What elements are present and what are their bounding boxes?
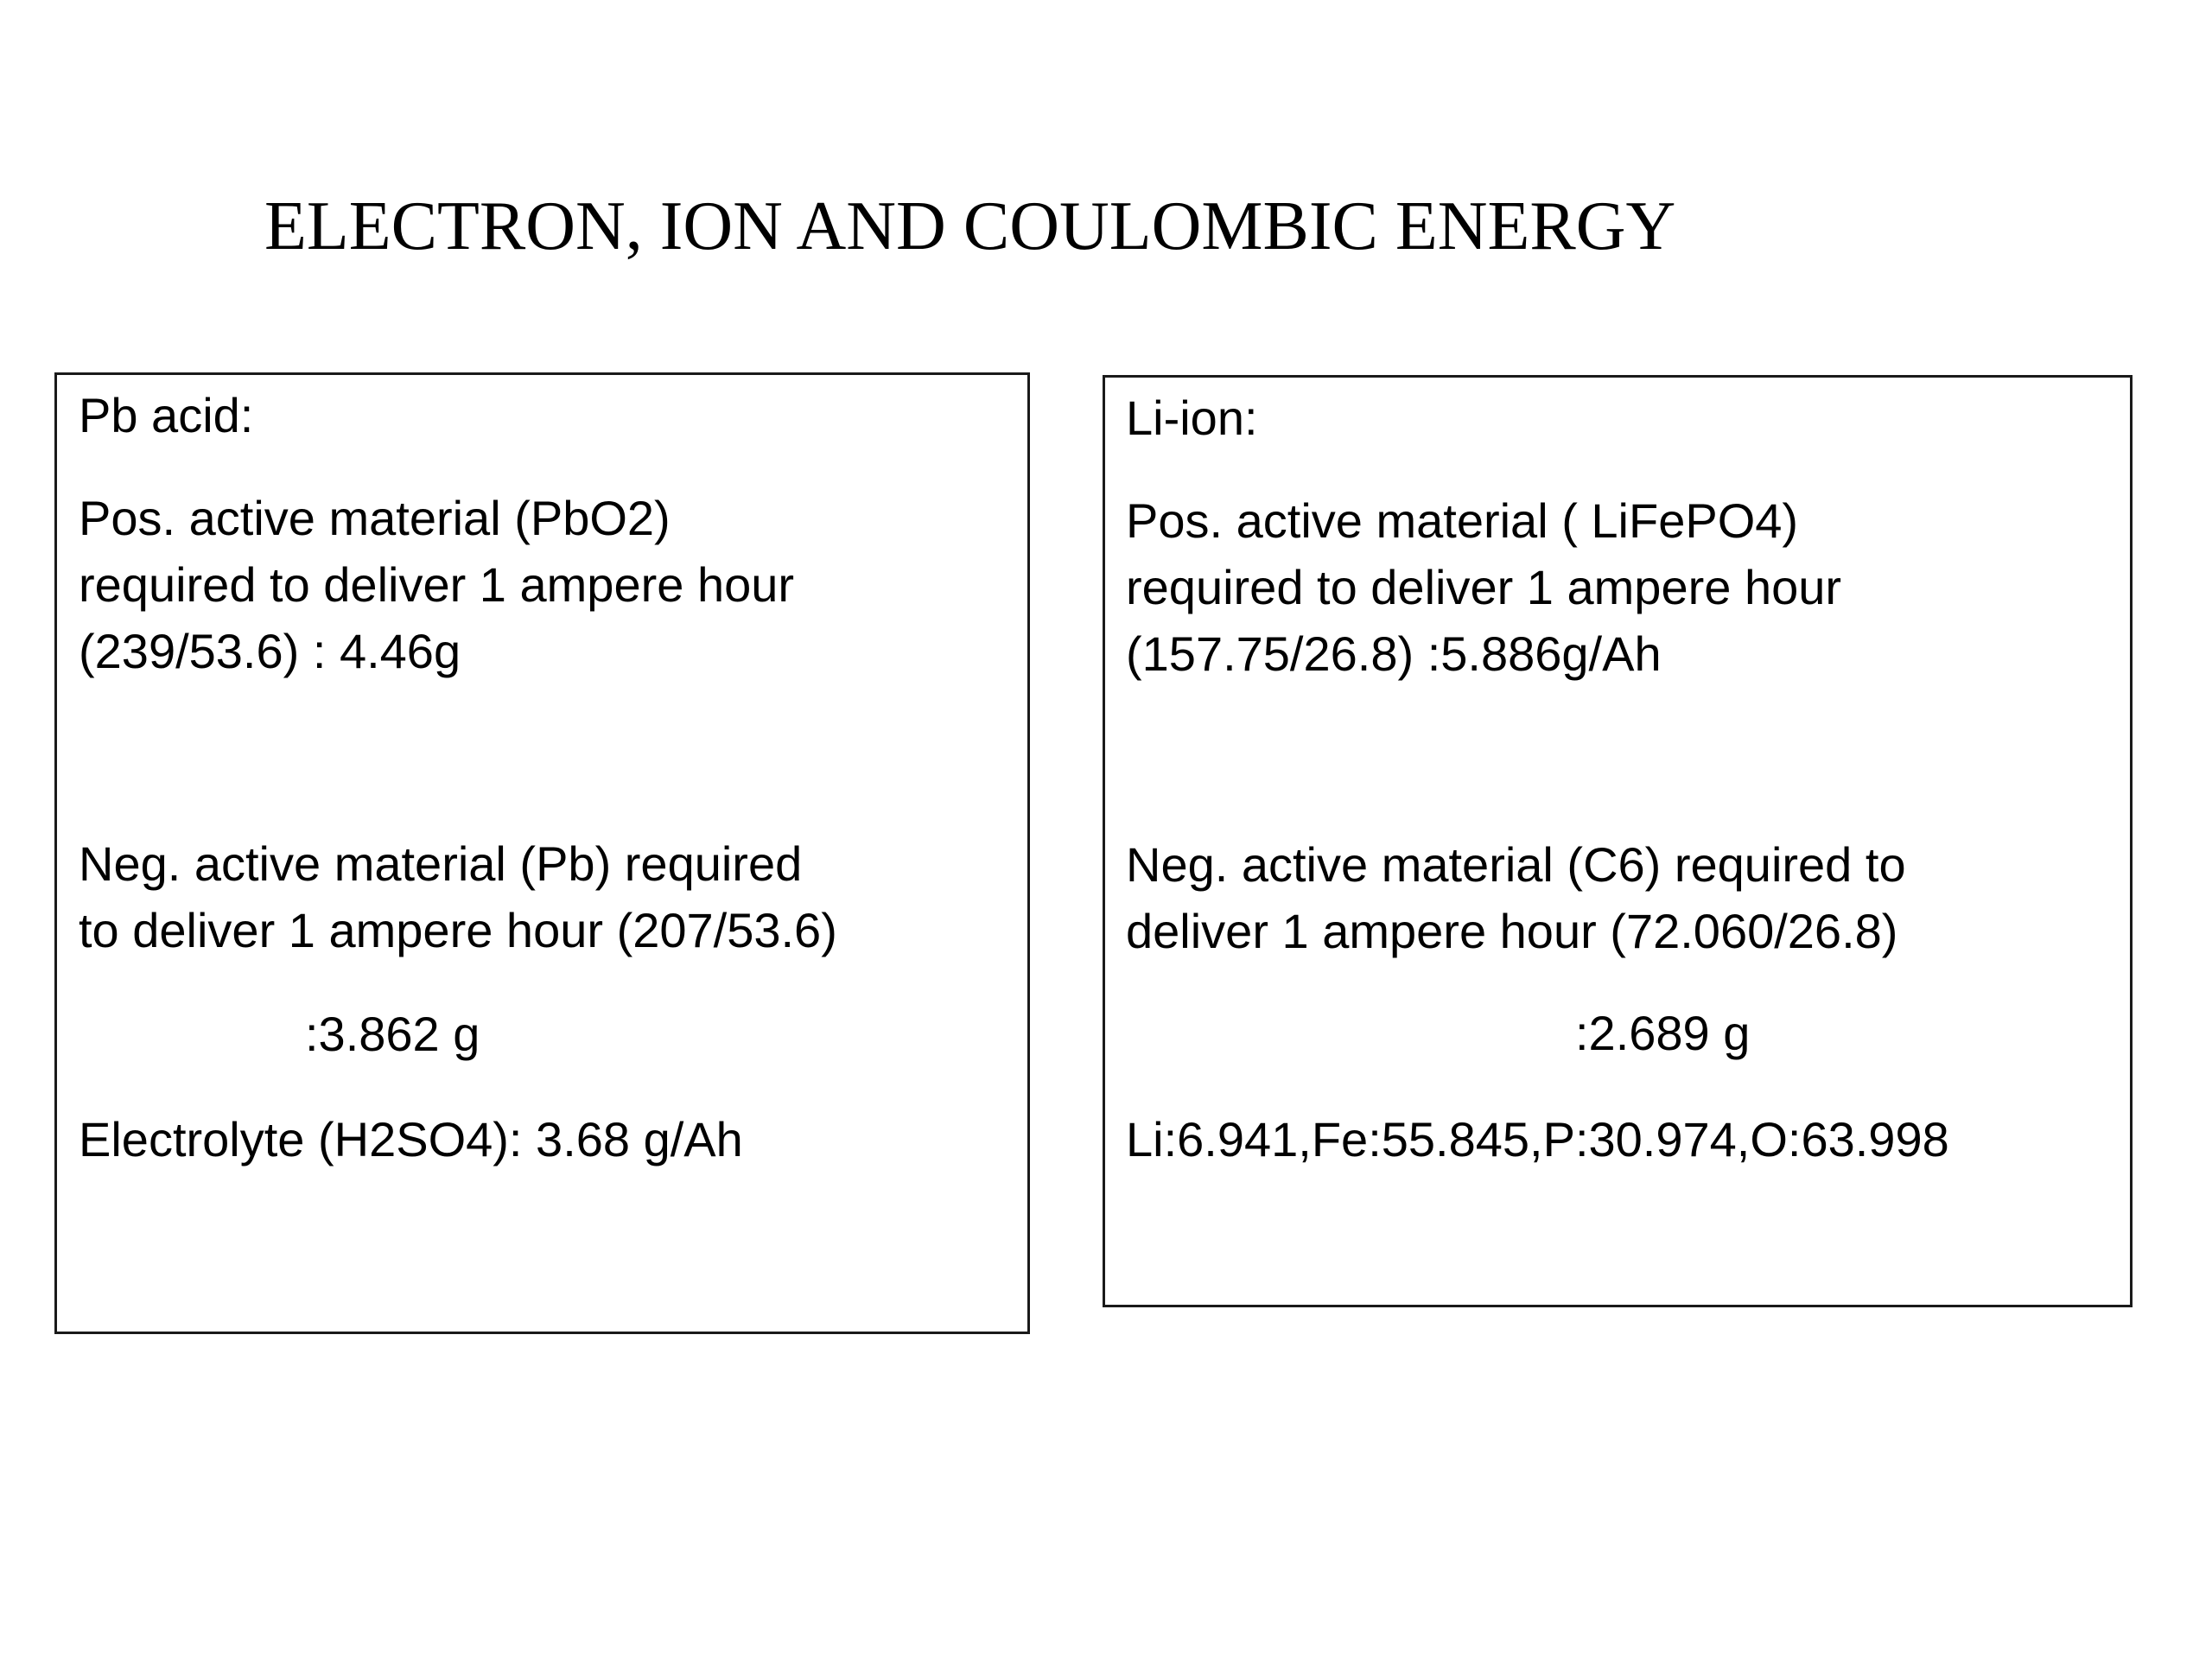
pb-acid-neg-value: :3.862 g [305,1007,480,1061]
pb-acid-pos-line-2: required to deliver 1 ampere hour [79,557,795,612]
li-ion-neg-line-2: deliver 1 ampere hour (72.060/26.8) [1126,904,1898,958]
pb-acid-neg-line-1: Neg. active material (Pb) required [79,836,803,891]
li-ion-pos-line-1: Pos. active material ( LiFePO4) [1126,493,1799,548]
pb-acid-electrolyte: Electrolyte (H2SO4): 3.68 g/Ah [79,1112,743,1166]
li-ion-neg-value: :2.689 g [1575,1006,1751,1060]
li-ion-heading: Li-ion: [1126,391,1258,445]
li-ion-neg-line-1: Neg. active material (C6) required to [1126,837,1906,892]
pb-acid-pos-line-3: (239/53.6) : 4.46g [79,624,461,678]
slide-title: ELECTRON, ION AND COULOMBIC ENERGY [264,188,1676,264]
pb-acid-box [54,372,1030,1334]
pb-acid-heading: Pb acid: [79,388,254,442]
li-ion-box [1103,375,2133,1307]
pb-acid-neg-line-2: to deliver 1 ampere hour (207/53.6) [79,903,837,957]
pb-acid-pos-line-1: Pos. active material (PbO2) [79,491,671,545]
li-ion-pos-line-3: (157.75/26.8) :5.886g/Ah [1126,626,1662,681]
li-ion-atomic-weights: Li:6.941,Fe:55.845,P:30.974,O:63.998 [1126,1112,1949,1166]
li-ion-pos-line-2: required to deliver 1 ampere hour [1126,560,1842,614]
